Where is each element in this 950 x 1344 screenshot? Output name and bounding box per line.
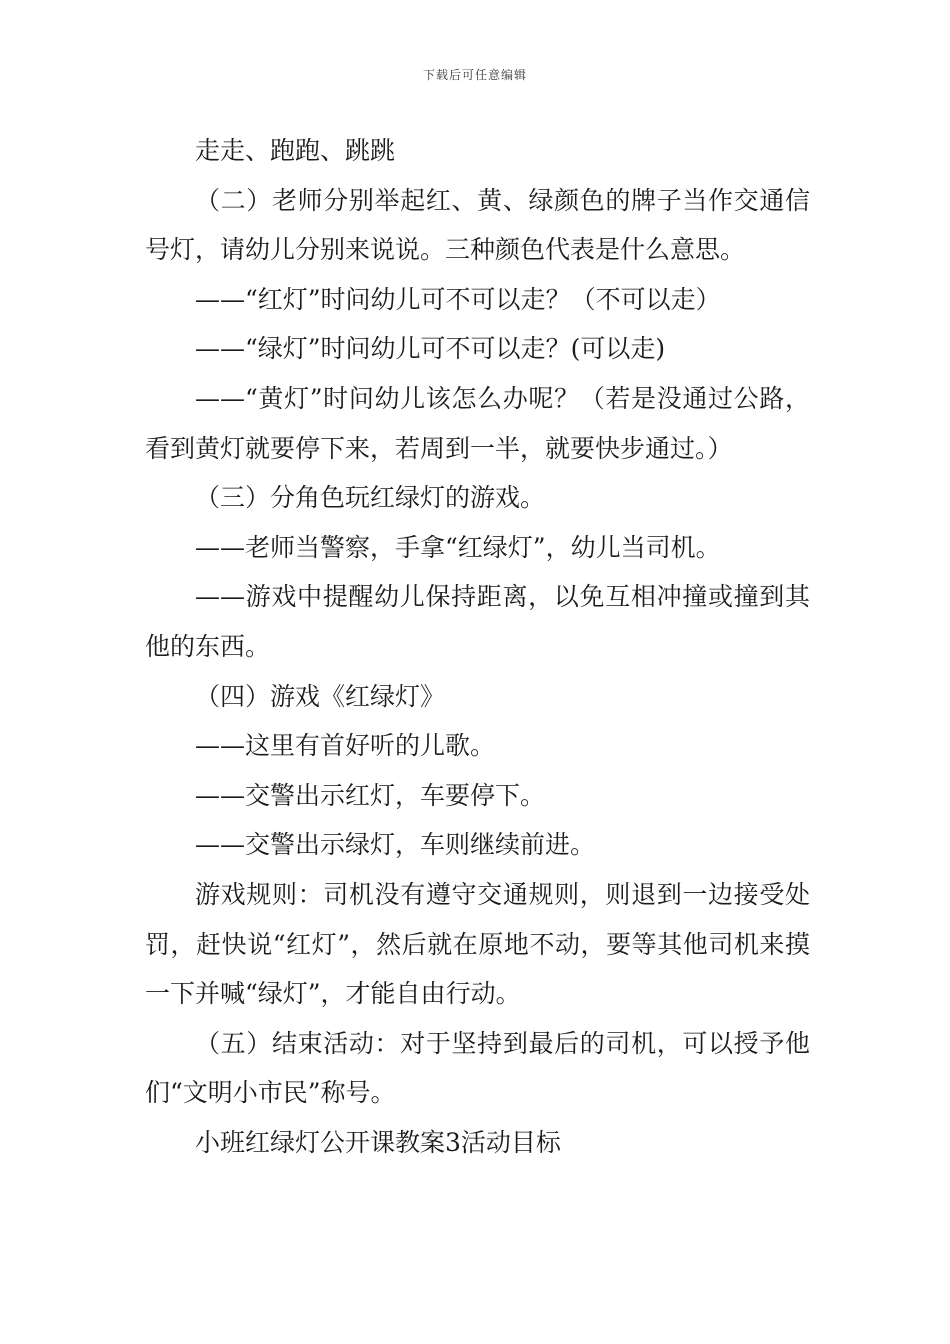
paragraph-1: 走走、跑跑、跳跳 <box>195 136 396 165</box>
paragraph-15: 小班红绿灯公开课教案3活动目标 <box>195 1127 561 1157</box>
paragraph-11: ——交警出示红灯，车要停下。 <box>195 780 546 810</box>
paragraph-14: （五）结束活动：对于坚持到最后的司机，可以授予他们“文明小市民”称号。 <box>145 1028 810 1108</box>
paragraph-10: ——这里有首好听的儿歌。 <box>195 731 496 761</box>
paragraph-12: ——交警出示绿灯，车则继续前进。 <box>195 830 596 860</box>
paragraph-3: ——“红灯”时问幼儿可不可以走？（不可以走） <box>195 284 721 314</box>
paragraph-5: ——“黄灯”时问幼儿该怎么办呢？（若是没通过公路，看到黄灯就要停下来，若周到一半，就要快步通过。） <box>145 383 810 463</box>
paragraph-13: 游戏规则：司机没有遵守交通规则，则退到一边接受处罚，赶快说“红灯”，然后就在原地不动，要等其他司机来摸一下并喊“绿灯”，才能自由行动。 <box>145 879 810 1009</box>
paragraph-6: （三）分角色玩红绿灯的游戏。 <box>195 483 546 513</box>
paragraph-8: ——游戏中提醒幼儿保持距离，以免互相冲撞或撞到其他的东西。 <box>145 582 810 661</box>
paragraph-7: ——老师当警察，手拿“红绿灯”，幼儿当司机。 <box>195 532 721 562</box>
paragraph-4: ——“绿灯”时问幼儿可不可以走？(可以走) <box>195 334 666 364</box>
paragraph-9: （四）游戏《红绿灯》 <box>195 681 446 711</box>
paragraph-2: （二）老师分别举起红、黄、绿颜色的牌子当作交通信号灯，请幼儿分别来说说。三种颜色代表是什么意思。 <box>145 185 810 265</box>
page-header: 下载后可任意编辑 <box>422 68 527 82</box>
document-body <box>145 126 810 1167</box>
